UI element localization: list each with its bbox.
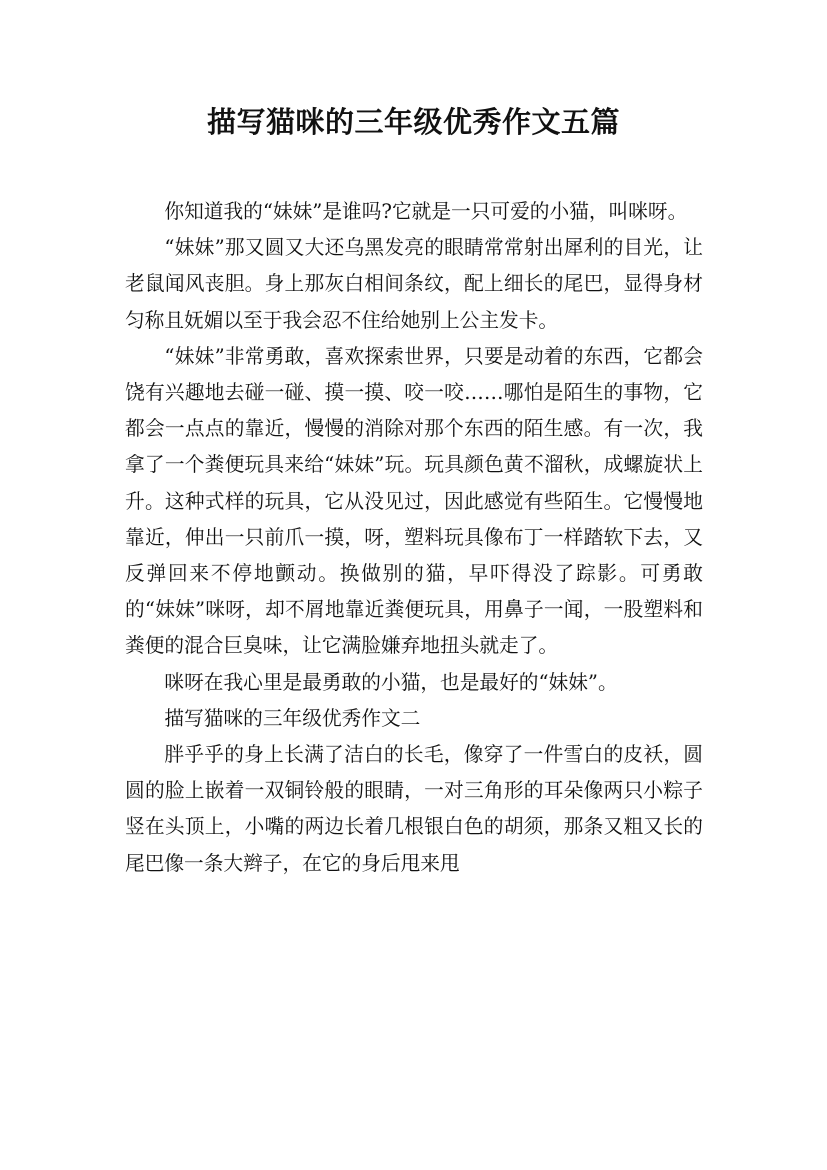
essay-two-heading: 描写猫咪的三年级优秀作文二 [164,706,421,730]
paragraph-brave: “妹妹”非常勇敢，喜欢探索世界，只要是动着的东西，它都会饶有兴趣地去碰一碰、摸一摸、咬一咬……哪怕是陌生的事物，它都会一点点的靠近，慢慢的消除对那个东西的陌生感。有一次，我拿了一个粪便玩具来给“妹妹”玩。玩具颜色黄不溜秋，成螺旋状上升。这种式样的玩具，它从没见过，因此感觉有些陌生。它慢慢地靠近，伸出一只前爪一摸，呀，塑料玩具像布丁一样踏软下去，又反弹回来不停地颤动。换做别的猫，早吓得没了踪影。可勇敢的“妹妹”咪呀，却不屑地靠近粪便玩具，用鼻子一闻，一股塑料和粪便的混合巨臭味，让它满脸嫌弃地扭头就走了。 [125,344,703,658]
document-title: 描写猫咪的三年级优秀作文五篇 [206,105,620,139]
paragraph-closing: 咪呀在我心里是最勇敢的小猫，也是最好的“妹妹”。 [164,670,618,694]
paragraph-intro: 你知道我的“妹妹”是谁吗?它就是一只可爱的小猫，叫咪呀。 [164,200,688,223]
paragraph-essay-two: 胖乎乎的身上长满了洁白的长毛，像穿了一件雪白的皮袄，圆圆的脸上嵌着一双铜铃般的眼睛，一对三角形的耳朵像两只小粽子竖在头顶上，小嘴的两边长着几根银白色的胡须，那条又粗又长的尾巴像一条大辫子，在它的身后甩来甩 [125,743,703,875]
document-body [125,194,703,882]
paragraph-eyes: “妹妹”那又圆又大还乌黑发亮的眼睛常常射出犀利的目光，让老鼠闻风丧胆。身上那灰白相间条纹，配上细长的尾巴，显得身材匀称且妩媚以至于我会忍不住给她别上公主发卡。 [125,236,703,332]
